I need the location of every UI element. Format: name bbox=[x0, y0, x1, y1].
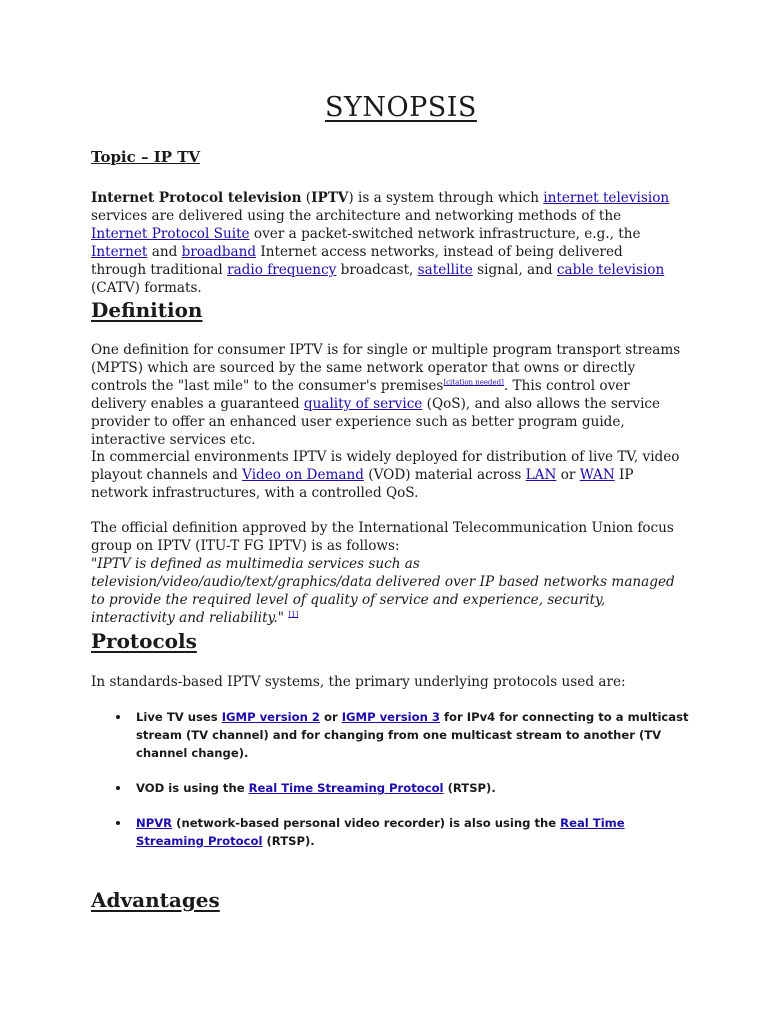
bullet-icon bbox=[116, 715, 120, 719]
itu-definition-quote: "IPTV is defined as multimedia services such as television/video/audio/text/graphics/data delivered over IP based networks managed to provide the required level of quality of service and experience, security, interactivity and reliability." bbox=[91, 556, 675, 626]
definition-paragraph-1: One definition for consumer IPTV is for single or multiple program transport streams (MPTS) which are sourced by the same network operator that owns or directly controls the "last mile" to the consumer's premises[citation needed]. This control over delivery enables a guaranteed quality of service (QoS), and also allows the service provider to offer an enhanced user experience such as better program guide, interactive services etc. bbox=[91, 342, 681, 448]
protocols-intro: In standards-based IPTV systems, the primary underlying protocols used are: bbox=[91, 674, 626, 690]
intro-paragraph: Internet Protocol television (IPTV) is a system through which internet television services are delivered using the architecture and networking methods of the Internet Protocol Suite over a packet-switched network infrastructure, e.g., the Internet and broadband Internet access networks, instead of being delivered through traditional radio frequency broadcast, satellite signal, and cable television (CATV) formats. bbox=[91, 190, 670, 296]
link-igmp-version-2[interactable]: IGMP version 2 bbox=[221, 710, 320, 724]
link-wan[interactable]: WAN bbox=[579, 467, 615, 483]
list-item: NPVR (network-based personal video recorder) is also using the Real Time Streaming Protocol (RTSP). bbox=[91, 814, 691, 850]
link-video-on-demand[interactable]: Video on Demand bbox=[242, 467, 364, 483]
link-lan[interactable]: LAN bbox=[525, 467, 557, 483]
bullet-icon bbox=[116, 821, 120, 825]
link-internet[interactable]: Internet bbox=[91, 244, 148, 260]
link-cable-television[interactable]: cable television bbox=[556, 262, 665, 278]
link-radio-frequency[interactable]: radio frequency bbox=[227, 262, 337, 278]
bullet-icon bbox=[116, 786, 120, 790]
link-quality-of-service[interactable]: quality of service bbox=[303, 396, 423, 412]
definition-heading: Definition bbox=[91, 298, 203, 322]
link-internet-television[interactable]: internet television bbox=[543, 190, 670, 206]
link-broadband[interactable]: broadband bbox=[181, 244, 257, 260]
link-real-time-streaming-protocol[interactable]: Real Time Streaming Protocol bbox=[248, 781, 444, 795]
definition-paragraph-2: In commercial environments IPTV is widely deployed for distribution of live TV, video playout channels and Video on Demand (VOD) material across LAN or WAN IP network infrastructures, with a controlled QoS. bbox=[91, 449, 680, 501]
page-title: SYNOPSIS bbox=[325, 92, 477, 123]
list-item: VOD is using the Real Time Streaming Protocol (RTSP). bbox=[91, 779, 691, 797]
link-internet-protocol-suite[interactable]: Internet Protocol Suite bbox=[91, 226, 250, 242]
link-igmp-version-3[interactable]: IGMP version 3 bbox=[341, 710, 440, 724]
link-satellite[interactable]: satellite bbox=[417, 262, 473, 278]
protocols-list bbox=[91, 708, 691, 850]
reference-link-1[interactable]: [1] bbox=[288, 610, 299, 619]
term-iptv: IPTV bbox=[311, 190, 349, 206]
topic-heading: Topic – IP TV bbox=[91, 148, 201, 166]
protocols-heading: Protocols bbox=[91, 629, 197, 653]
definition-paragraph-3: The official definition approved by the International Telecommunication Union focus group on IPTV (ITU-T FG IPTV) is as follows: "IPTV is defined as multimedia services such as television/video/audio/text/graphics/data delivered over IP based networks managed to provide the required level of quality of service and experience, security, interactivity and reliability." [1] bbox=[91, 520, 675, 626]
link-npvr[interactable]: NPVR bbox=[136, 816, 173, 830]
advantages-heading: Advantages bbox=[91, 888, 220, 912]
link-real-time-streaming-protocol-2[interactable]: Real Time Streaming Protocol bbox=[136, 816, 625, 848]
list-item: Live TV uses IGMP version 2 or IGMP version 3 for IPv4 for connecting to a multicast stream (TV channel) and for changing from one multicast stream to another (TV channel change). bbox=[91, 708, 691, 762]
citation-needed-link[interactable]: [citation needed] bbox=[443, 378, 504, 387]
term-iptv-full: Internet Protocol television bbox=[91, 190, 302, 206]
